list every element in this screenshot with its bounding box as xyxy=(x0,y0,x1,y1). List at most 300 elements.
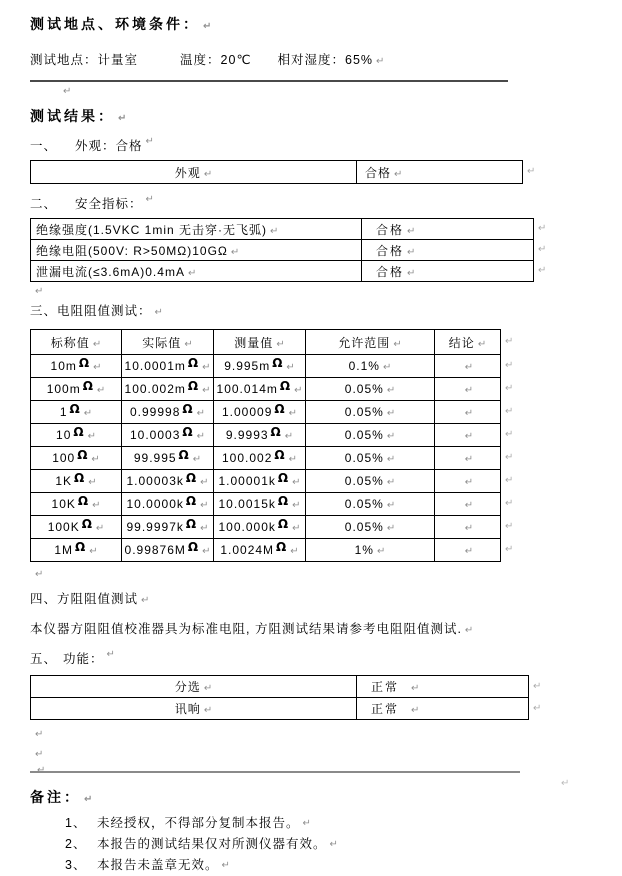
cell-value: 合格 xyxy=(365,165,392,180)
resistance-table-cell xyxy=(435,355,501,378)
paragraph-mark: ↵ xyxy=(464,523,474,534)
cell-value: 讯响 xyxy=(174,702,201,716)
spacer xyxy=(57,136,75,154)
cell-value: 1.00001k xyxy=(218,474,276,488)
ohm-unit: Ω xyxy=(187,379,200,393)
appearance-label-cell xyxy=(31,161,357,184)
table-row xyxy=(31,161,523,184)
cell-value: 1.00003k xyxy=(126,474,184,488)
cell-value: 10.0003 xyxy=(130,428,181,442)
paragraph-mark: ↵ xyxy=(83,408,93,419)
paragraph-mark: ↵ xyxy=(464,477,474,488)
paragraph-mark: ↵ xyxy=(302,818,311,829)
paragraph-mark: ↵ xyxy=(386,408,396,419)
resistance-table-cell xyxy=(122,378,214,401)
paragraph-mark: ↵ xyxy=(382,362,392,373)
resistance-table-cell xyxy=(306,470,435,493)
resistance-table-cell xyxy=(435,539,501,562)
paragraph-mark: ↵ xyxy=(184,338,193,350)
function-item-cell xyxy=(31,676,357,698)
paragraph-mark: ↵ xyxy=(464,546,474,557)
paragraph-mark: ↵ xyxy=(292,477,301,488)
divider-rule-bottom xyxy=(30,771,520,773)
resistance-table-body xyxy=(31,355,501,562)
resistance-table-cell xyxy=(306,401,435,424)
resistance-table-row xyxy=(31,378,501,401)
paragraph-mark: ↵ xyxy=(464,500,474,511)
ohm-unit: Ω xyxy=(77,448,89,462)
ohm-unit: Ω xyxy=(277,517,290,531)
table-row xyxy=(31,240,534,261)
resistance-table-cell xyxy=(31,493,122,516)
paragraph-mark: ↵ xyxy=(92,500,101,511)
resistance-table-cell xyxy=(435,493,501,516)
section-title-remarks-text: 备注： xyxy=(30,789,81,805)
ohm-unit: Ω xyxy=(182,402,194,416)
resistance-table-cell xyxy=(122,493,214,516)
resistance-table-cell xyxy=(435,378,501,401)
section-title-results xyxy=(30,106,622,126)
ohm-unit: Ω xyxy=(270,425,282,439)
row-end-mark: ↵ xyxy=(505,475,514,486)
resistance-table-row xyxy=(31,401,501,424)
paragraph-mark: ↵ xyxy=(187,267,197,279)
safety-result-cell xyxy=(362,261,534,282)
paragraph-mark: ↵ xyxy=(276,338,285,350)
cell-value: 0.99998 xyxy=(130,405,181,419)
section-title-results-text: 测试结果： xyxy=(30,108,115,124)
paragraph-mark: ↵ xyxy=(386,523,396,534)
paragraph-mark: ↵ xyxy=(386,500,396,511)
remark-number: 3、 xyxy=(65,858,87,872)
paragraph-mark: ↵ xyxy=(35,569,44,580)
section-title-remarks xyxy=(30,787,622,807)
resistance-table-cell xyxy=(435,401,501,424)
cell-value: 0.05% xyxy=(344,474,384,488)
resistance-table-cell xyxy=(214,424,306,447)
paragraph-mark: ↵ xyxy=(92,338,102,350)
row-end-marks xyxy=(533,675,541,719)
resistance-table-cell xyxy=(31,401,122,424)
paragraph-mark: ↵ xyxy=(393,338,402,350)
paragraph-mark: ↵ xyxy=(106,649,115,660)
resistance-table-wrap xyxy=(30,329,514,562)
resistance-table-cell xyxy=(435,516,501,539)
resistance-table-cell xyxy=(31,424,122,447)
paragraph-mark: ↵ xyxy=(87,431,96,442)
resistance-table-row xyxy=(31,355,501,378)
appearance-table xyxy=(30,160,523,184)
resistance-table-cell xyxy=(122,355,214,378)
paragraph-mark: ↵ xyxy=(35,749,44,760)
cell-value: 9.995m xyxy=(224,359,271,373)
cell-value: 1.00009 xyxy=(222,405,273,419)
table-row xyxy=(31,219,534,240)
resistance-table-row xyxy=(31,470,501,493)
resistance-table-cell xyxy=(306,355,435,378)
item-number: 一、 xyxy=(30,139,58,153)
paragraph-mark: ↵ xyxy=(292,500,301,511)
resistance-table-cell xyxy=(214,447,306,470)
cell-value: 100 xyxy=(52,451,76,465)
cell-value: 10 xyxy=(56,428,72,442)
header-text: 实际值 xyxy=(142,335,182,350)
paragraph-mark: ↵ xyxy=(386,385,396,396)
item-text: 功能： xyxy=(63,652,104,666)
row-end-mark: ↵ xyxy=(538,244,547,255)
cell-value: 0.05% xyxy=(344,520,384,534)
ohm-unit: Ω xyxy=(276,540,288,554)
table-row xyxy=(31,261,534,282)
row-end-mark: ↵ xyxy=(505,360,514,371)
paragraph-mark: ↵ xyxy=(200,500,209,511)
item-text: 安全指标： xyxy=(75,197,143,211)
paragraph-mark: ↵ xyxy=(196,408,205,419)
paragraph-mark: ↵ xyxy=(561,778,570,789)
ohm-unit: Ω xyxy=(77,494,90,508)
paragraph-mark: ↵ xyxy=(89,546,98,557)
ohm-unit: Ω xyxy=(277,494,290,508)
paragraph-mark: ↵ xyxy=(93,362,102,373)
row-end-mark: ↵ xyxy=(505,452,514,463)
header-cell-measured xyxy=(214,330,306,355)
cell-value: 泄漏电流(≤3.6mA)0.4mA xyxy=(36,264,185,279)
cell-value: 1% xyxy=(354,543,374,557)
resistance-table-cell xyxy=(306,447,435,470)
header-cell-nominal xyxy=(31,330,122,355)
paragraph-mark: ↵ xyxy=(464,362,474,373)
safety-table xyxy=(30,218,534,282)
safety-item-cell xyxy=(31,219,362,240)
paragraph-mark: ↵ xyxy=(118,113,127,124)
ohm-unit: Ω xyxy=(272,356,284,370)
resistance-table-row xyxy=(31,516,501,539)
paragraph-mark: ↵ xyxy=(294,385,303,396)
remarks-list xyxy=(30,813,622,876)
resistance-table-cell xyxy=(31,378,122,401)
paragraph-mark: ↵ xyxy=(95,523,105,534)
ohm-unit: Ω xyxy=(178,448,190,462)
row-end-mark: ↵ xyxy=(505,383,514,394)
paragraph-mark: ↵ xyxy=(202,546,211,557)
resistance-table-cell xyxy=(306,539,435,562)
remark-item xyxy=(65,813,622,834)
resistance-table-cell xyxy=(214,516,306,539)
paragraph-mark: ↵ xyxy=(411,705,420,716)
paragraph-mark: ↵ xyxy=(376,546,386,557)
env-conditions-line xyxy=(30,50,622,68)
divider-rule-top xyxy=(30,80,508,82)
paragraph-mark: ↵ xyxy=(84,794,93,805)
cell-value: 10.0015k xyxy=(218,497,276,511)
function-table-wrap xyxy=(30,675,542,720)
paragraph-mark: ↵ xyxy=(35,729,44,740)
cell-value: 99.995 xyxy=(133,451,177,465)
function-result-cell xyxy=(357,676,529,698)
paragraph-mark: ↵ xyxy=(203,705,213,716)
cell-value: 99.9997k xyxy=(126,520,184,534)
section-title-environment-text: 测试地点、环境条件： xyxy=(30,16,200,32)
resistance-table-row xyxy=(31,493,501,516)
item-resistance-line xyxy=(30,301,622,319)
row-end-mark: ↵ xyxy=(505,544,514,555)
ohm-unit: Ω xyxy=(78,356,91,370)
resistance-table xyxy=(30,329,501,562)
row-end-marks xyxy=(527,160,535,183)
cell-value: 100.014m xyxy=(216,382,278,396)
paragraph-mark: ↵ xyxy=(386,454,396,465)
cell-value: 0.05% xyxy=(344,382,384,396)
row-end-marks xyxy=(505,329,513,561)
cell-value: 1K xyxy=(55,474,73,488)
cell-value: 1.0024M xyxy=(220,543,275,557)
paragraph-mark: ↵ xyxy=(407,225,416,237)
ohm-unit: Ω xyxy=(187,356,200,370)
resistance-table-cell xyxy=(306,493,435,516)
table-row xyxy=(31,698,529,720)
resistance-header-row xyxy=(31,330,501,355)
paragraph-mark: ↵ xyxy=(221,860,230,871)
paragraph-mark: ↵ xyxy=(394,168,403,180)
humidity-label: 相对湿度： xyxy=(277,53,346,67)
paragraph-mark: ↵ xyxy=(37,765,46,776)
ohm-unit: Ω xyxy=(187,540,200,554)
safety-table-wrap xyxy=(30,218,547,282)
remark-text: 本报告的测试结果仅对所测仪器有效。 xyxy=(97,837,327,851)
header-cell-tolerance xyxy=(306,330,435,355)
ohm-unit: Ω xyxy=(182,425,194,439)
resistance-table-cell xyxy=(122,470,214,493)
paragraph-mark: ↵ xyxy=(200,523,209,534)
item-safety-line xyxy=(30,194,622,212)
cell-value: 100.002 xyxy=(222,451,273,465)
ohm-unit: Ω xyxy=(185,471,198,485)
ohm-unit: Ω xyxy=(74,471,86,485)
remark-text: 未经授权，不得部分复制本报告。 xyxy=(97,816,300,830)
spacer xyxy=(57,194,75,212)
cell-value: 外观 xyxy=(174,165,201,180)
paragraph-mark: ↵ xyxy=(35,286,44,297)
resistance-table-cell xyxy=(31,516,122,539)
paragraph-mark: ↵ xyxy=(91,454,100,465)
paragraph-mark: ↵ xyxy=(376,56,385,67)
item-sheet-resistance-line xyxy=(30,589,622,607)
remark-number: 2、 xyxy=(65,837,87,851)
cell-value: 100K xyxy=(47,520,80,534)
ohm-unit: Ω xyxy=(82,379,94,393)
cell-value: 绝缘电阻(500V: R>50MΩ)10GΩ xyxy=(36,243,228,258)
resistance-table-cell xyxy=(122,516,214,539)
paragraph-mark: ↵ xyxy=(63,86,72,97)
cell-value: 正常 xyxy=(371,680,400,694)
remark-item xyxy=(65,855,622,876)
cell-value: 100.002m xyxy=(124,382,186,396)
header-text: 标称值 xyxy=(50,335,90,350)
cell-value: 正常 xyxy=(371,702,400,716)
paragraph-mark: ↵ xyxy=(292,523,301,534)
resistance-table-cell xyxy=(435,424,501,447)
function-table xyxy=(30,675,529,720)
remark-text: 本报告未盖章无效。 xyxy=(97,858,219,872)
ohm-unit: Ω xyxy=(81,517,93,531)
header-text: 测量值 xyxy=(234,335,274,350)
resistance-table-row xyxy=(31,424,501,447)
safety-result-cell xyxy=(362,240,534,261)
resistance-table-cell xyxy=(306,378,435,401)
row-end-mark: ↵ xyxy=(533,702,542,714)
paragraph-mark: ↵ xyxy=(96,385,106,396)
appearance-table-wrap xyxy=(30,160,536,184)
function-result-cell xyxy=(357,698,529,720)
safety-item-cell xyxy=(31,261,362,282)
paragraph-mark: ↵ xyxy=(154,307,163,318)
header-text: 结论 xyxy=(448,335,475,350)
row-end-mark: ↵ xyxy=(505,498,514,509)
cell-value: 10m xyxy=(50,359,77,373)
cell-value: 合格 xyxy=(376,243,405,258)
item-appearance-line xyxy=(30,136,622,154)
resistance-table-cell xyxy=(214,470,306,493)
resistance-table-cell xyxy=(122,424,214,447)
resistance-table-cell xyxy=(31,539,122,562)
paragraph-mark: ↵ xyxy=(464,431,474,442)
paragraph-mark: ↵ xyxy=(202,362,211,373)
cell-value: 10.0000k xyxy=(126,497,184,511)
paragraph-mark: ↵ xyxy=(145,136,154,147)
cell-value: 9.9993 xyxy=(225,428,269,442)
paragraph-mark: ↵ xyxy=(464,625,474,636)
paragraph-mark: ↵ xyxy=(200,477,209,488)
table-row xyxy=(31,676,529,698)
ohm-unit: Ω xyxy=(274,448,286,462)
cell-value: 合格 xyxy=(376,264,405,279)
paragraph-mark: ↵ xyxy=(290,546,299,557)
note-text: 本仪器方阻阻值校准器具为标准电阻, 方阻测试结果请参考电阻阻值测试. xyxy=(30,622,462,636)
cell-value: 10.0001m xyxy=(124,359,186,373)
ohm-unit: Ω xyxy=(69,402,81,416)
paragraph-mark: ↵ xyxy=(230,246,240,258)
paragraph-mark: ↵ xyxy=(464,454,474,465)
paragraph-mark: ↵ xyxy=(464,408,474,419)
item-function-line xyxy=(30,649,622,667)
resistance-table-cell xyxy=(122,401,214,424)
resistance-table-cell xyxy=(31,470,122,493)
ohm-unit: Ω xyxy=(279,379,292,393)
sheet-resistance-note xyxy=(30,619,622,637)
header-cell-conclusion xyxy=(435,330,501,355)
resistance-table-cell xyxy=(122,447,214,470)
paragraph-mark: ↵ xyxy=(88,477,97,488)
item-number: 二、 xyxy=(30,197,58,211)
resistance-table-cell xyxy=(435,470,501,493)
paragraph-mark: ↵ xyxy=(203,168,213,180)
ohm-unit: Ω xyxy=(185,494,198,508)
resistance-table-cell xyxy=(31,447,122,470)
location-value: 计量室 xyxy=(97,53,139,67)
ohm-unit: Ω xyxy=(75,540,87,554)
paragraph-mark: ↵ xyxy=(192,454,202,465)
paragraph-mark: ↵ xyxy=(202,385,211,396)
paragraph-mark: ↵ xyxy=(196,431,205,442)
resistance-table-cell xyxy=(306,516,435,539)
row-end-mark: ↵ xyxy=(505,429,514,440)
paragraph-mark: ↵ xyxy=(203,683,213,694)
cell-value: 10K xyxy=(51,497,76,511)
row-end-mark: ↵ xyxy=(505,406,514,417)
paragraph-mark: ↵ xyxy=(288,454,297,465)
resistance-table-cell xyxy=(214,378,306,401)
paragraph-mark: ↵ xyxy=(270,225,279,237)
cell-value: 0.05% xyxy=(344,428,384,442)
temperature-label: 温度： xyxy=(180,53,221,67)
safety-item-cell xyxy=(31,240,362,261)
cell-value: 0.05% xyxy=(344,497,384,511)
appearance-result-cell xyxy=(357,161,523,184)
header-cell-actual xyxy=(122,330,214,355)
row-end-mark: ↵ xyxy=(538,223,547,234)
paragraph-mark: ↵ xyxy=(286,362,295,373)
row-end-mark: ↵ xyxy=(505,336,514,347)
paragraph-mark: ↵ xyxy=(407,246,416,258)
item-text: 三、电阻阻值测试： xyxy=(30,304,152,318)
temperature-value: 20℃ xyxy=(220,53,252,67)
ohm-unit: Ω xyxy=(274,402,286,416)
resistance-table-cell xyxy=(214,401,306,424)
cell-value: 100m xyxy=(46,382,81,396)
cell-value: 合格 xyxy=(376,222,405,237)
row-end-mark: ↵ xyxy=(533,680,542,692)
item-text: 四、方阻阻值测试 xyxy=(30,592,139,606)
function-item-cell xyxy=(31,698,357,720)
item-number: 五、 xyxy=(30,652,58,666)
cell-value: 0.1% xyxy=(348,359,380,373)
section-title-environment xyxy=(30,14,622,34)
humidity-value: 65% xyxy=(345,53,374,67)
cell-value: 100.000k xyxy=(218,520,276,534)
resistance-table-cell xyxy=(435,447,501,470)
paragraph-mark: ↵ xyxy=(288,408,297,419)
header-text: 允许范围 xyxy=(338,335,391,350)
resistance-table-cell xyxy=(122,539,214,562)
paragraph-mark: ↵ xyxy=(329,839,338,850)
row-end-mark: ↵ xyxy=(527,166,536,177)
paragraph-mark: ↵ xyxy=(407,267,416,279)
paragraph-mark: ↵ xyxy=(477,338,487,350)
ohm-unit: Ω xyxy=(185,517,198,531)
resistance-table-cell xyxy=(214,493,306,516)
cell-value: 0.05% xyxy=(344,405,384,419)
divider-rule-bottom-wrap xyxy=(30,765,622,779)
paragraph-mark: ↵ xyxy=(141,595,150,606)
resistance-table-cell xyxy=(214,539,306,562)
cell-value: 0.99876M xyxy=(124,543,186,557)
resistance-table-cell xyxy=(306,424,435,447)
resistance-table-row xyxy=(31,539,501,562)
item-text: 外观：合格 xyxy=(75,139,143,153)
paragraph-mark: ↵ xyxy=(386,477,396,488)
cell-value: 1 xyxy=(59,405,68,419)
location-label: 测试地点： xyxy=(30,53,98,67)
row-end-mark: ↵ xyxy=(505,521,514,532)
paragraph-mark: ↵ xyxy=(145,194,154,205)
ohm-unit: Ω xyxy=(73,425,85,439)
paragraph-mark: ↵ xyxy=(284,431,294,442)
cell-value: 分选 xyxy=(174,680,201,694)
paragraph-mark: ↵ xyxy=(464,385,474,396)
ohm-unit: Ω xyxy=(277,471,290,485)
cell-value: 1M xyxy=(54,543,74,557)
paragraph-mark: ↵ xyxy=(411,683,420,694)
